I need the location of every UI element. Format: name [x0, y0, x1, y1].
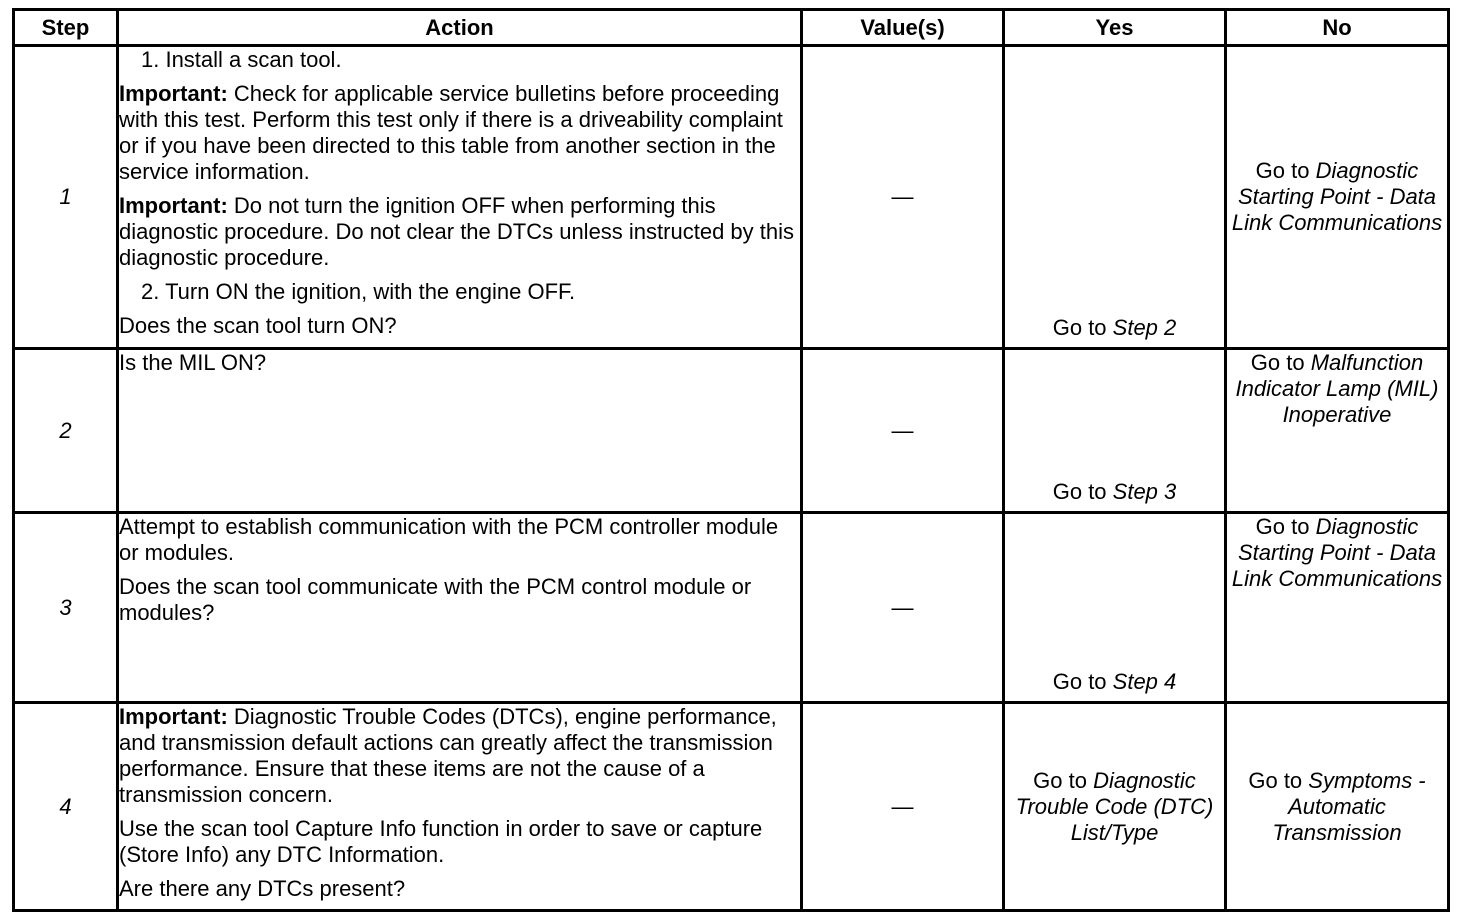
table-row	[14, 703, 1449, 911]
no-cell	[1226, 46, 1449, 349]
header-action: Action	[118, 10, 802, 46]
yes-prefix: Go to	[1052, 479, 1113, 504]
important-label: Important:	[119, 704, 228, 729]
header-yes: Yes	[1004, 10, 1226, 46]
no-cell	[1226, 513, 1449, 703]
header-values: Value(s)	[802, 10, 1004, 46]
value-cell: —	[802, 513, 1004, 703]
important-text: Diagnostic Trouble Codes (DTCs), engine performance, and transmission default actions can greatly affect the transmission performance. Ensure that these items are not the cause of a transmission concern.	[119, 704, 777, 807]
yes-prefix: Go to	[1033, 767, 1094, 793]
important-text: Check for applicable service bulletins before proceeding with this test. Perform this test only if there is a driveability complaint or if you have been directed to this table from another section in the service information.	[119, 81, 783, 184]
no-prefix: Go to	[1250, 350, 1311, 375]
yes-link[interactable]: Diagnostic Trouble Code (DTC) List/Type	[1015, 767, 1214, 845]
important-text: Do not turn the ignition OFF when performing this diagnostic procedure. Do not clear the DTCs unless instructed by this diagnostic procedure.	[119, 193, 794, 270]
yes-prefix: Go to	[1052, 669, 1113, 694]
no-cell	[1226, 703, 1449, 911]
yes-link[interactable]: Step 3	[1112, 479, 1177, 504]
action-cell	[118, 46, 802, 349]
step-number: 1	[14, 46, 118, 349]
numbered-instruction: 1. Install a scan tool.	[141, 47, 342, 72]
question-text: Is the MIL ON?	[119, 350, 267, 375]
no-prefix: Go to	[1255, 158, 1316, 183]
action-cell	[118, 703, 802, 911]
table-row	[14, 46, 1449, 349]
action-cell	[118, 349, 802, 513]
instruction-text: Attempt to establish communication with the PCM controller module or modules.	[119, 514, 779, 565]
question-text: Are there any DTCs present?	[119, 876, 406, 901]
question-text: Does the scan tool turn ON?	[119, 313, 397, 338]
no-link[interactable]: Symptoms - Automatic Transmission	[1272, 767, 1426, 845]
step-number: 2	[14, 349, 118, 513]
yes-link[interactable]: Step 2	[1112, 315, 1177, 340]
yes-cell	[1004, 46, 1226, 349]
header-row	[14, 10, 1449, 46]
no-prefix: Go to	[1255, 514, 1316, 539]
header-step: Step	[14, 10, 118, 46]
yes-cell	[1004, 703, 1226, 911]
table-row	[14, 513, 1449, 703]
header-no: No	[1226, 10, 1449, 46]
yes-cell	[1004, 349, 1226, 513]
value-cell: —	[802, 349, 1004, 513]
important-note	[119, 704, 800, 808]
question-text: Does the scan tool communicate with the PCM control module or modules?	[119, 574, 752, 625]
important-label: Important:	[119, 193, 228, 218]
instruction-text: Use the scan tool Capture Info function in order to save or capture (Store Info) any DTC Information.	[119, 816, 763, 867]
numbered-instruction: 2. Turn ON the ignition, with the engine OFF.	[141, 279, 576, 304]
step-number: 3	[14, 513, 118, 703]
yes-link[interactable]: Step 4	[1112, 669, 1177, 694]
table-row	[14, 349, 1449, 513]
no-link[interactable]: Diagnostic Starting Point - Data Link Communications	[1231, 158, 1443, 235]
no-cell	[1226, 349, 1449, 513]
value-cell: —	[802, 46, 1004, 349]
no-link[interactable]: Malfunction Indicator Lamp (MIL) Inoperative	[1235, 350, 1439, 427]
important-note	[119, 81, 800, 185]
yes-prefix: Go to	[1052, 315, 1113, 340]
yes-cell	[1004, 513, 1226, 703]
important-note	[119, 193, 800, 271]
action-cell	[118, 513, 802, 703]
step-number: 4	[14, 703, 118, 911]
no-prefix: Go to	[1248, 767, 1309, 793]
important-label: Important:	[119, 81, 228, 106]
no-link[interactable]: Diagnostic Starting Point - Data Link Communications	[1231, 514, 1443, 591]
value-cell: —	[802, 703, 1004, 911]
diagnostic-table	[12, 8, 1450, 912]
